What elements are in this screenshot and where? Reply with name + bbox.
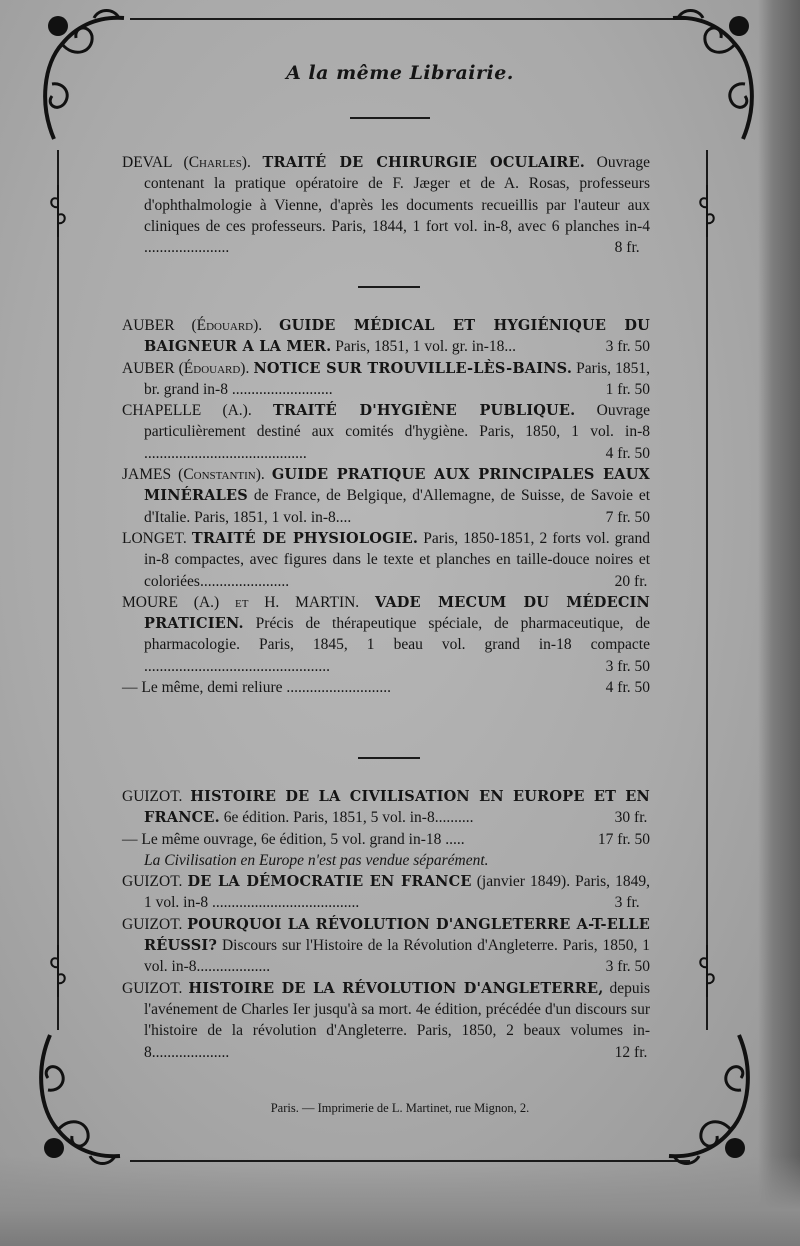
frame-right-line <box>706 150 708 1030</box>
entry-details: Ouvrage contenant la pratique opératoire de F. Jæger et de A. Rosas, professeurs d'ophthalmologie à Vienne, d'après les documents recueillis par l'auteur aux cliniques de ces professeurs. Paris, 1844, 1 fort vol. in-8, avec 6 planches in-4 ...................... <box>144 154 651 257</box>
ornament-bottom-left-icon <box>30 1030 125 1170</box>
catalog-entry <box>122 528 650 592</box>
entry-details: Paris, 1851, br. grand in-8 .......................... <box>144 359 651 398</box>
entry-details: Paris, 1850-1851, 2 forts vol. grand in-8 compactes, avec figures dans le texte et planches en taille-douce noires et coloriées....................... <box>144 529 651 590</box>
entry-title: TRAITÉ DE PHYSIOLOGIE. <box>191 529 419 547</box>
entry-author: GUIZOT. <box>122 915 183 933</box>
entry-price: 3 fr. 50 <box>605 657 650 675</box>
catalog-entry <box>122 592 650 677</box>
catalog-entry <box>122 786 650 829</box>
entry-price: 3 fr. 50 <box>605 958 650 976</box>
entry-title: HISTOIRE DE LA RÉVOLUTION D'ANGLETERRE, <box>188 979 604 997</box>
sprig-left-lower-icon <box>47 945 69 997</box>
sprig-right-upper-icon <box>696 185 718 237</box>
entry-title: GUIDE MÉDICAL ET HYGIÉNIQUE DU BAIGNEUR A LA MER. <box>144 317 650 356</box>
page-title: A la même Librairie. <box>286 62 514 84</box>
entry-price: 17 fr. 50 <box>597 830 650 848</box>
catalog-entry <box>122 400 650 464</box>
frame-top-line <box>130 18 690 20</box>
entry-title: GUIDE PRATIQUE AUX PRINCIPALES EAUX MINÉRALES <box>144 466 650 505</box>
entry-title: HISTOIRE DE LA CIVILISATION EN EUROPE ET EN FRANCE. <box>144 788 651 827</box>
entry-price: 3 fr. <box>614 894 640 912</box>
catalog-entry <box>122 358 650 401</box>
entry-title: NOTICE SUR TROUVILLE-LÈS-BAINS. <box>253 359 573 377</box>
divider-rule <box>358 757 420 759</box>
entry-author: LONGET. <box>122 529 187 547</box>
entry-details: Ouvrage particulièrement destiné aux comités d'hygiène. Paris, 1850, 1 vol. in-8 .......................................... <box>144 402 651 462</box>
entry-price: 4 fr. 50 <box>605 444 650 462</box>
entry-details: 6e édition. Paris, 1851, 5 vol. in-8.......... <box>223 809 474 827</box>
entry-details: de France, de Belgique, d'Allemagne, de Suisse, de Savoie et d'Italie. Paris, 1851, 1 vol. in-8.... <box>144 487 651 526</box>
entry-note: La Civilisation en Europe n'est pas vendue séparément. <box>144 851 489 869</box>
entry-price: 1 fr. 50 <box>605 380 650 398</box>
sprig-left-upper-icon <box>47 185 69 237</box>
entry-author: GUIZOT. <box>122 788 183 805</box>
entry-author: JAMES (Constantin). <box>122 466 265 484</box>
entry-price: 4 fr. 50 <box>605 679 650 697</box>
entry-title: VADE MECUM DU MÉDECIN PRATICIEN. <box>144 593 650 633</box>
divider-rule <box>358 286 420 288</box>
entry-details: (janvier 1849). Paris, 1849, 1 vol. in-8 ...................................... <box>144 873 651 912</box>
entry-author: AUBER (Édouard). <box>122 317 263 334</box>
entry-price: 12 fr. <box>614 1043 648 1061</box>
ornament-bottom-right-icon <box>664 1030 759 1170</box>
catalog-entry <box>122 914 650 978</box>
catalog-note <box>122 850 650 871</box>
catalog-entry <box>122 464 650 528</box>
printer-imprint: Paris. — Imprimerie de L. Martinet, rue Mignon, 2. <box>270 1101 530 1115</box>
entry-author: GUIZOT. <box>122 979 183 997</box>
section-medical <box>122 315 650 698</box>
entry-price: 8 fr. <box>614 239 640 257</box>
entry-author: GUIZOT. <box>122 873 183 891</box>
catalog-entry <box>122 829 650 850</box>
catalog-entry <box>122 978 650 1063</box>
catalog-entry <box>122 677 650 698</box>
entry-author: MOURE (A.) et H. MARTIN. <box>122 593 360 611</box>
frame-left-line <box>57 150 59 1030</box>
entry-title: TRAITÉ DE CHIRURGIE OCULAIRE. <box>262 154 586 171</box>
entry-details: Précis de thérapeutique spéciale, de pharmaceutique, de pharmacologie. Paris, 1845, 1 beau vol. grand in-18 compacte ................................................ <box>144 615 651 675</box>
entry-details: Paris, 1851, 1 vol. gr. in-18... <box>335 338 517 356</box>
frame-bottom-line <box>130 1160 690 1162</box>
section-ophthalmology <box>122 152 650 258</box>
sprig-right-lower-icon <box>696 945 718 997</box>
entry-details: depuis l'avénement de Charles Ier jusqu'à sa mort. 4e édition, précédée d'un discours sur l'histoire de la révolution d'Angleterre. Paris, 1850, 2 beaux volumes in-8.................... <box>144 979 651 1061</box>
entry-price: 7 fr. 50 <box>605 508 650 526</box>
catalog-entry <box>122 152 650 258</box>
entry-author: AUBER (Édouard). <box>122 359 250 377</box>
entry-price: 20 fr. <box>614 572 648 590</box>
entry-details: — Le même ouvrage, 6e édition, 5 vol. grand in-18 ..... <box>122 830 465 848</box>
catalog-entry <box>122 871 650 914</box>
paper-edge-shadow <box>758 0 800 1246</box>
entry-title: DE LA DÉMOCRATIE EN FRANCE <box>187 873 472 891</box>
entry-title: TRAITÉ D'HYGIÈNE PUBLIQUE. <box>272 402 576 420</box>
entry-price: 3 fr. 50 <box>605 338 650 356</box>
divider-rule <box>350 117 430 119</box>
entry-details: — Le même, demi reliure ........................... <box>122 679 392 697</box>
entry-author: DEVAL (Charles). <box>122 154 251 171</box>
section-guizot <box>122 786 650 1063</box>
entry-author: CHAPELLE (A.). <box>122 402 252 420</box>
entry-title: POURQUOI LA RÉVOLUTION D'ANGLETERRE A-T-ELLE RÉUSSI? <box>144 915 650 955</box>
catalog-entry <box>122 315 650 358</box>
entry-price: 30 fr. <box>614 809 648 827</box>
entry-details: Discours sur l'Histoire de la Révolution d'Angleterre. Paris, 1850, 1 vol. in-8................... <box>144 937 650 976</box>
